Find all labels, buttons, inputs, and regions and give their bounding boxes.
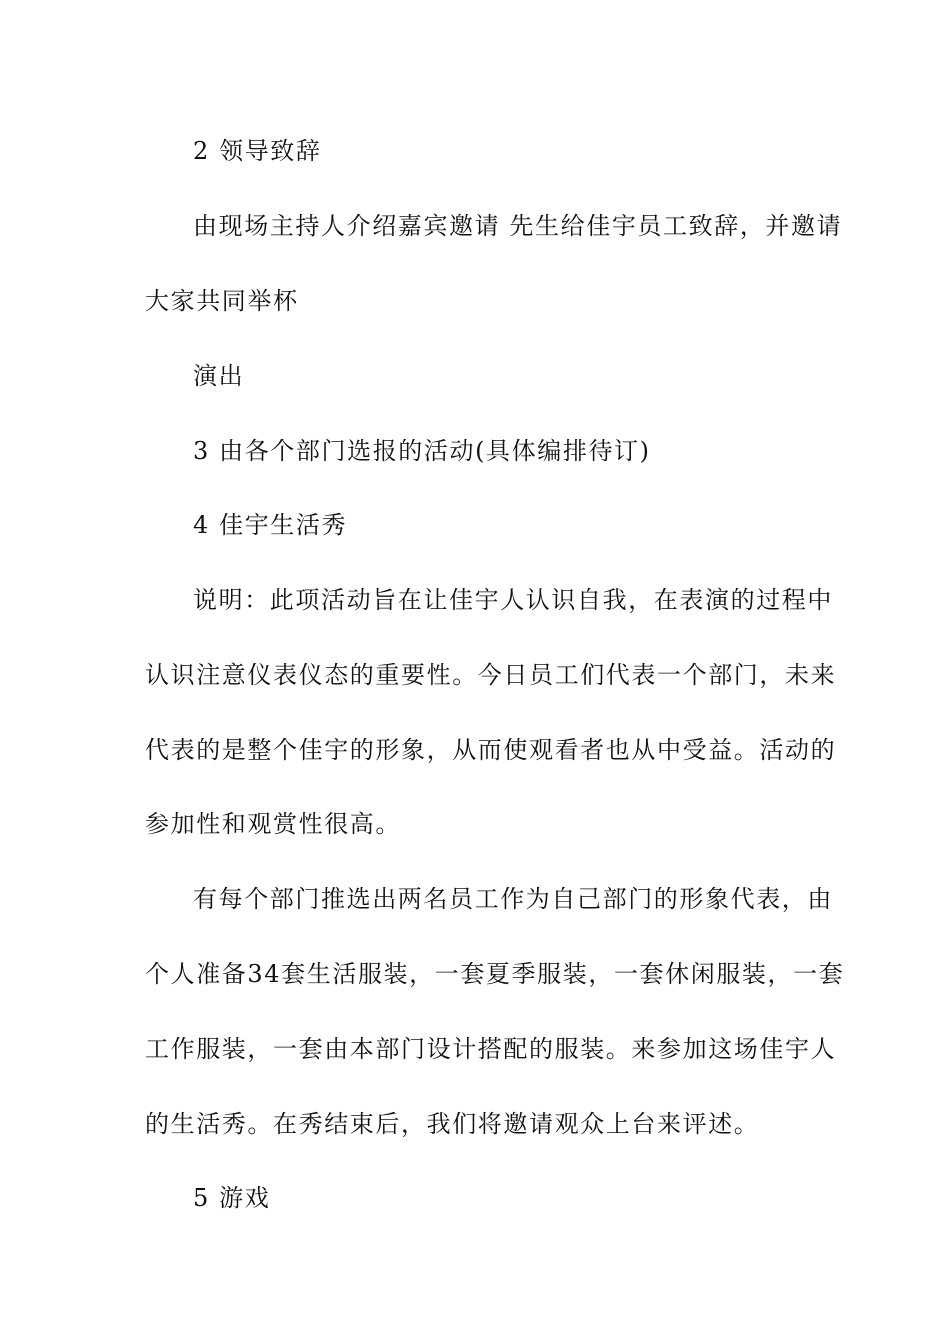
paragraph-line: 工作服装，一套由本部门设计搭配的服装。来参加这场佳宇人 <box>145 1035 837 1063</box>
paragraph-line: 认识注意仪表仪态的重要性。今日员工们代表一个部门，未来 <box>145 661 837 689</box>
section-heading-department-activities: 3 由各个部门选报的活动(具体编排待订) <box>193 437 651 465</box>
paragraph-line: 参加性和观赏性很高。 <box>145 810 401 838</box>
paragraph-line: 演出 <box>193 362 245 390</box>
paragraph-line: 有每个部门推选出两名员工作为自己部门的形象代表，由 <box>193 885 833 913</box>
paragraph-line: 由现场主持人介绍嘉宾邀请 先生给佳宇员工致辞，并邀请 <box>193 212 843 240</box>
paragraph-line: 个人准备34套生活服装，一套夏季服装，一套休闲服装，一套 <box>145 960 845 988</box>
paragraph-line: 大家共同举杯 <box>145 287 299 315</box>
section-heading-games: 5 游戏 <box>193 1184 271 1212</box>
section-heading-leader-speech: 2 领导致辞 <box>193 137 322 165</box>
paragraph-line: 的生活秀。在秀结束后，我们将邀请观众上台来评述。 <box>145 1110 760 1138</box>
section-heading-life-show: 4 佳宇生活秀 <box>193 511 348 539</box>
paragraph-line: 说明：此项活动旨在让佳宇人认识自我，在表演的过程中 <box>193 586 833 614</box>
paragraph-line: 代表的是整个佳宇的形象，从而使观看者也从中受益。活动的 <box>145 736 837 764</box>
